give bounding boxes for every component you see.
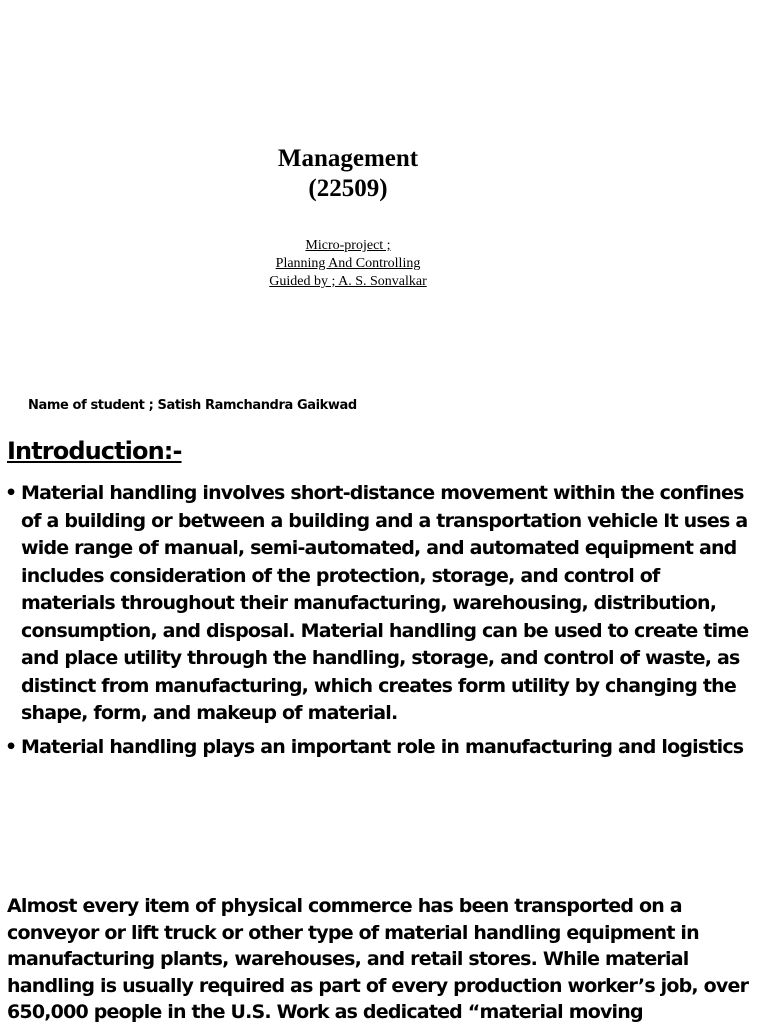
project-info (0, 237, 696, 291)
student-name: Name of student ; Satish Ramchandra Gaikwad (28, 398, 357, 413)
body-paragraph: Almost every item of physical commerce has been transported on a conveyor or lift truck or other type of material handling equipment in manufacturing plants, warehouses, and retail stores. While material handling is usually required as part of every production worker’s job, over 650,000 people in the U.S. Work as dedicated “material moving (7, 895, 749, 1023)
bullet-item-1 (5, 480, 755, 728)
introduction-heading: Introduction:- (7, 437, 182, 465)
bullet-text-1: Material handling involves short-distance movement within the confines of a building or between a building and a transportation vehicle It uses a wide range of manual, semi-automated, and automated equipment and includes consideration of the protection, storage, and control of materials throughout their manufacturing, warehousing, distribution, consumption, and disposal. Material handling can be used to create time and place utility through the handling, storage, and control of waste, as distinct from manufacturing, which creates form utility by changing the shape, form, and makeup of material. (21, 482, 749, 724)
introduction-bullet-list (5, 480, 755, 767)
bullet-text-2: Material handling plays an important role in manufacturing and logistics (21, 735, 744, 758)
bullet-item-2 (5, 734, 755, 762)
subtitle-line-2: Planning And Controlling (275, 256, 421, 271)
document-title (0, 144, 696, 204)
title-line-2: (22509) (308, 175, 388, 202)
title-line-1: Management (277, 145, 419, 172)
bullet-icon: • (5, 735, 17, 758)
subtitle-line-1: Micro-project ; (305, 238, 391, 253)
bullet-icon: • (5, 482, 17, 504)
subtitle-line-3: Guided by ; A. S. Sonvalkar (269, 274, 427, 289)
